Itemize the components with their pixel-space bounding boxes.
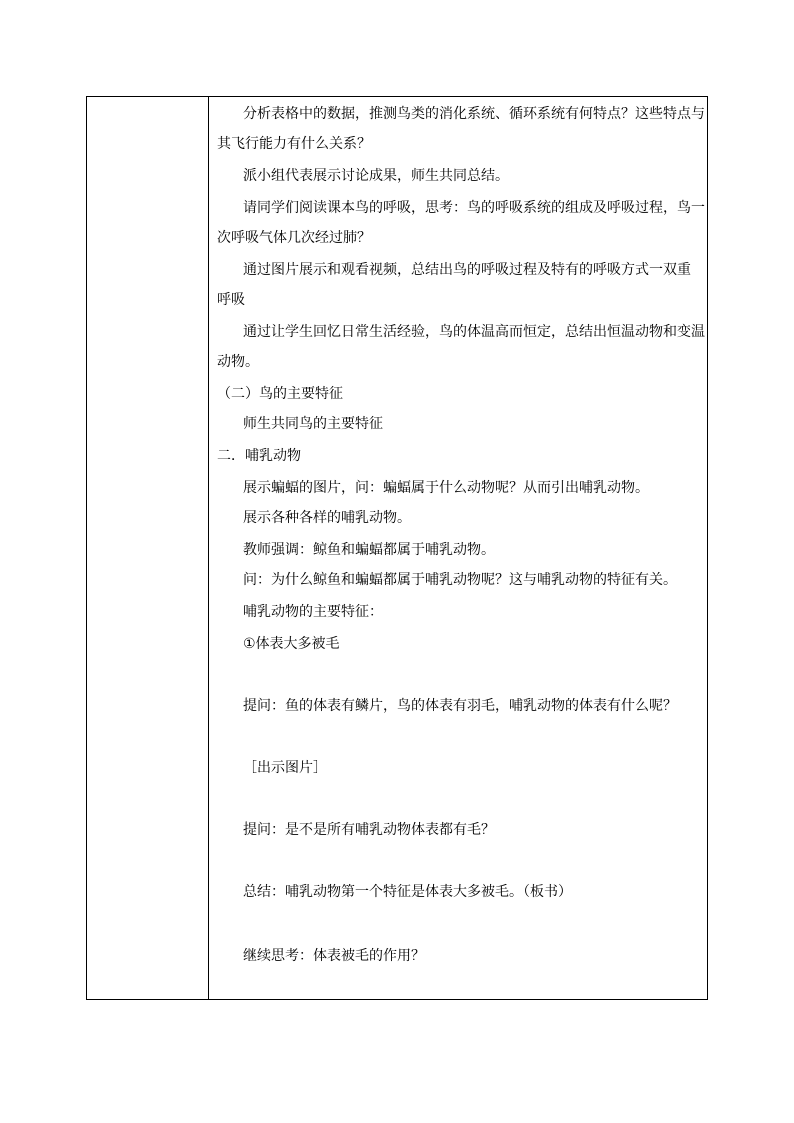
text-line: 问：为什么鲸鱼和蝙蝠都属于哺乳动物呢？这与哺乳动物的特征有关。 [243, 572, 677, 588]
text-line: 展示各种各样的哺乳动物。 [243, 510, 411, 526]
column-divider [208, 97, 209, 999]
text-line: 动物。 [217, 354, 259, 370]
text-line: 教师强调：鲸鱼和蝙蝠都属于哺乳动物。 [243, 542, 495, 558]
lesson-table [86, 96, 708, 1000]
text-line: 展示蝙蝠的图片，问：蝙蝠属于什么动物呢？从而引出哺乳动物。 [243, 480, 649, 496]
text-line: 哺乳动物的主要特征： [243, 604, 383, 620]
text-line: 提问：是不是所有哺乳动物体表都有毛？ [243, 822, 495, 838]
text-line: 分析表格中的数据，推测鸟类的消化系统、循环系统有何特点？这些特点与 [243, 106, 705, 122]
text-line: 继续思考：体表被毛的作用？ [243, 948, 425, 964]
text-line: 师生共同鸟的主要特征 [243, 416, 383, 432]
text-line: 通过图片展示和观看视频，总结出鸟的呼吸过程及特有的呼吸方式一双重 [243, 262, 691, 278]
text-line: 提问：鱼的体表有鳞片，鸟的体表有羽毛，哺乳动物的体表有什么呢？ [243, 698, 677, 714]
text-line: 通过让学生回忆日常生活经验，鸟的体温高而恒定，总结出恒温动物和变温 [243, 324, 705, 340]
text-line: 总结：哺乳动物第一个特征是体表大多被毛。（板书） [243, 884, 572, 900]
text-line: 请同学们阅读课本鸟的呼吸，思考：鸟的呼吸系统的组成及呼吸过程，鸟一 [243, 200, 705, 216]
text-line: ［出示图片］ [243, 760, 327, 776]
section-heading: （二）鸟的主要特征 [217, 386, 343, 402]
text-line: 呼吸 [217, 292, 245, 308]
text-line: 次呼吸气体几次经过肺？ [217, 230, 371, 246]
text-line: ①体表大多被毛 [243, 636, 340, 652]
text-line: 其飞行能力有什么关系？ [217, 136, 371, 152]
section-heading: 二．哺乳动物 [217, 448, 301, 464]
text-line: 派小组代表展示讨论成果，师生共同总结。 [243, 168, 509, 184]
